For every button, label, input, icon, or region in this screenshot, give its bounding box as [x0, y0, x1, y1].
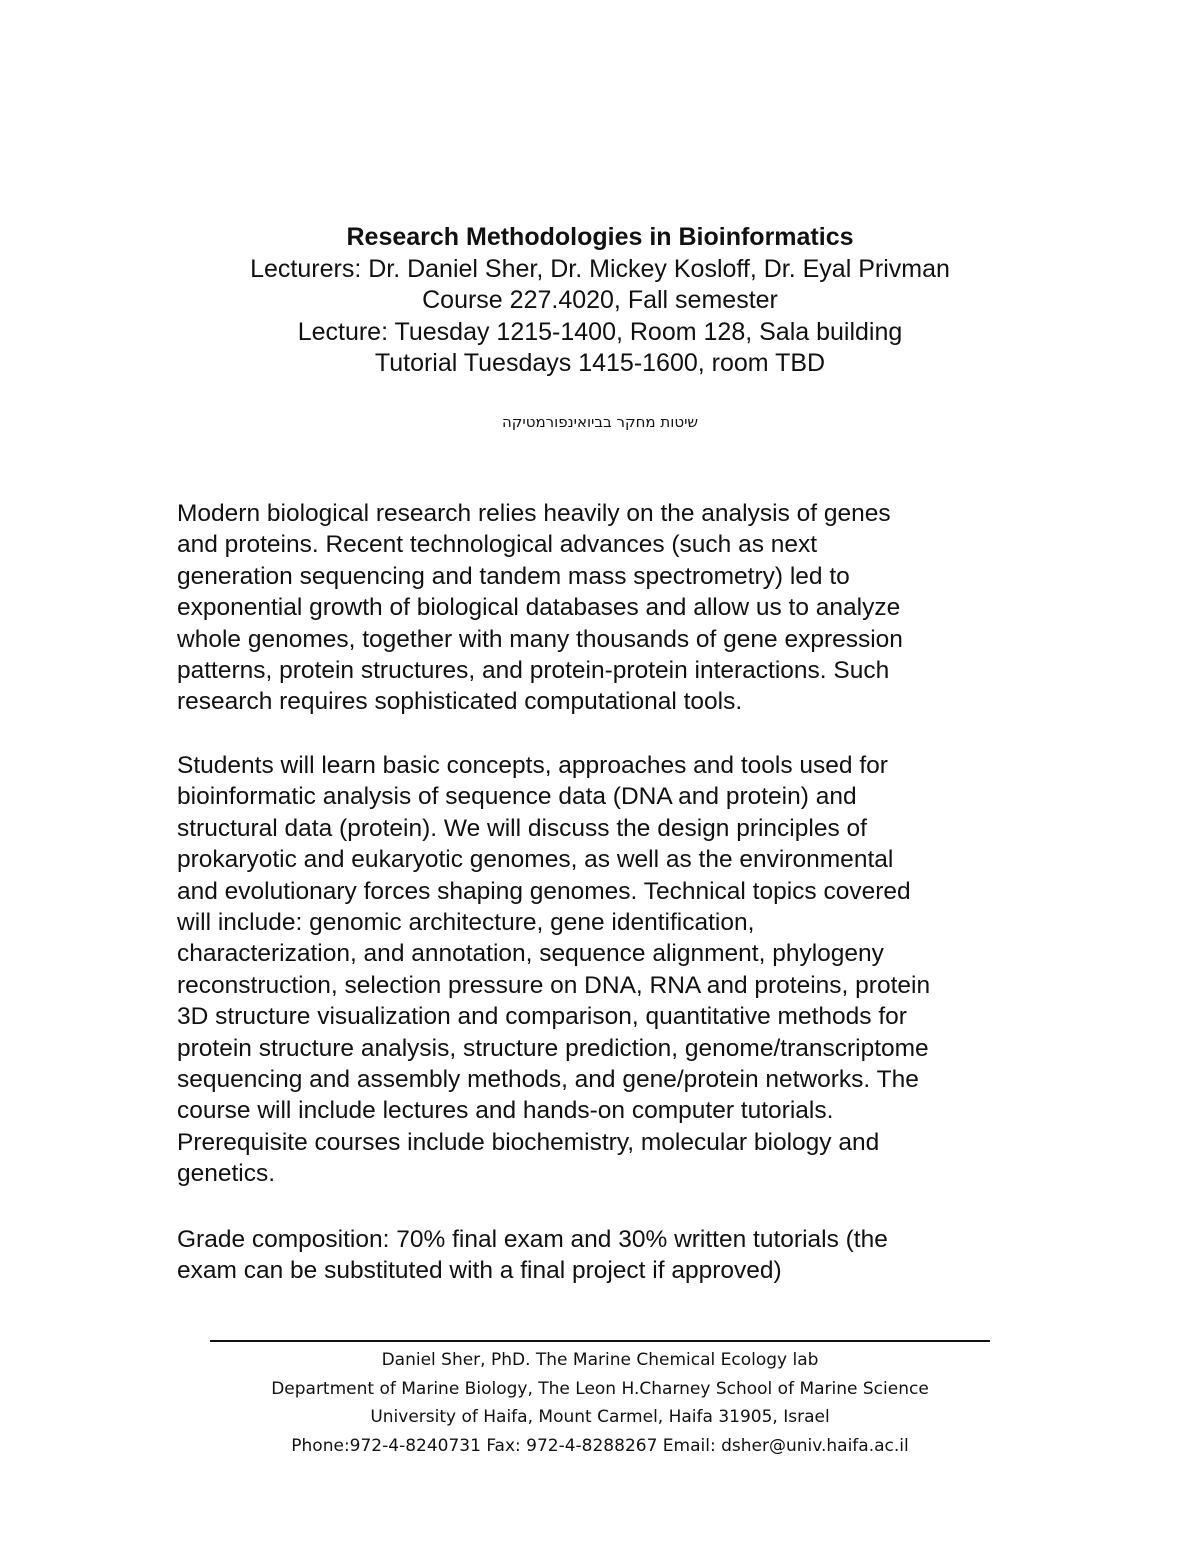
paragraph-line: characterization, and annotation, sequence alignment, phylogeny — [177, 940, 884, 968]
paragraph-line: 3D structure visualization and comparison, quantitative methods for — [177, 1003, 907, 1031]
paragraph-line: research requires sophisticated computational tools. — [177, 688, 743, 716]
lecture-schedule-line: Lecture: Tuesday 1215-1400, Room 128, Sala building — [297, 317, 903, 346]
intro-paragraph — [177, 498, 1037, 718]
paragraph-line: structural data (protein). We will discuss the design principles of — [177, 814, 867, 842]
course-title: Research Methodologies in Bioinformatics — [346, 223, 854, 251]
paragraph-line: Prerequisite courses include biochemistry, molecular biology and — [177, 1128, 880, 1156]
footer-contact: Phone:972-4-8240731 Fax: 972-4-8288267 Email: dsher@univ.haifa.ac.il — [291, 1435, 909, 1456]
footer-divider — [210, 1340, 990, 1342]
paragraph-line: exam can be substituted with a final project if approved) — [177, 1257, 782, 1285]
course-number-line: Course 227.4020, Fall semester — [422, 286, 778, 314]
paragraph-line: bioinformatic analysis of sequence data (DNA and protein) and — [177, 783, 857, 811]
course-header — [0, 222, 1200, 380]
paragraph-line: and proteins. Recent technological advances (such as next — [177, 531, 818, 559]
paragraph-line: reconstruction, selection pressure on DNA, RNA and proteins, protein — [177, 971, 931, 999]
paragraph-line: Students will learn basic concepts, approaches and tools used for — [177, 752, 888, 779]
footer-address: University of Haifa, Mount Carmel, Haifa 31905, Israel — [370, 1407, 830, 1427]
footer-department: Department of Marine Biology, The Leon H.Charney School of Marine Science — [271, 1378, 929, 1399]
hebrew-course-title: שיטות מחקר בביואינפורמטיקה — [501, 413, 699, 431]
letterhead-footer — [0, 1346, 1200, 1460]
paragraph-line: Modern biological research relies heavily on the analysis of genes — [177, 500, 891, 527]
footer-name-lab: Daniel Sher, PhD. The Marine Chemical Ecology lab — [381, 1350, 819, 1370]
paragraph-line: exponential growth of biological databases and allow us to analyze — [177, 594, 901, 622]
paragraph-line: Grade composition: 70% final exam and 30% written tutorials (the — [177, 1226, 888, 1253]
paragraph-line: will include: genomic architecture, gene identification, — [177, 909, 755, 937]
tutorial-schedule-line: Tutorial Tuesdays 1415-1600, room TBD — [374, 349, 826, 377]
grading-paragraph — [177, 1224, 1037, 1287]
paragraph-line: course will include lectures and hands-on computer tutorials. — [177, 1097, 834, 1125]
topics-paragraph — [177, 750, 1037, 1190]
paragraph-line: prokaryotic and eukaryotic genomes, as well as the environmental — [177, 846, 894, 874]
paragraph-line: and evolutionary forces shaping genomes. Technical topics covered — [177, 877, 911, 905]
paragraph-line: generation sequencing and tandem mass spectrometry) led to — [177, 562, 850, 590]
paragraph-line: whole genomes, together with many thousands of gene expression — [177, 625, 903, 653]
paragraph-line: genetics. — [177, 1160, 276, 1188]
lecturers-line: Lecturers: Dr. Daniel Sher, Dr. Mickey Kosloff, Dr. Eyal Privman — [250, 254, 950, 283]
paragraph-line: protein structure analysis, structure prediction, genome/transcriptome — [177, 1034, 929, 1062]
paragraph-line: patterns, protein structures, and protein-protein interactions. Such — [177, 657, 890, 685]
paragraph-line: sequencing and assembly methods, and gene/protein networks. The — [177, 1066, 919, 1094]
